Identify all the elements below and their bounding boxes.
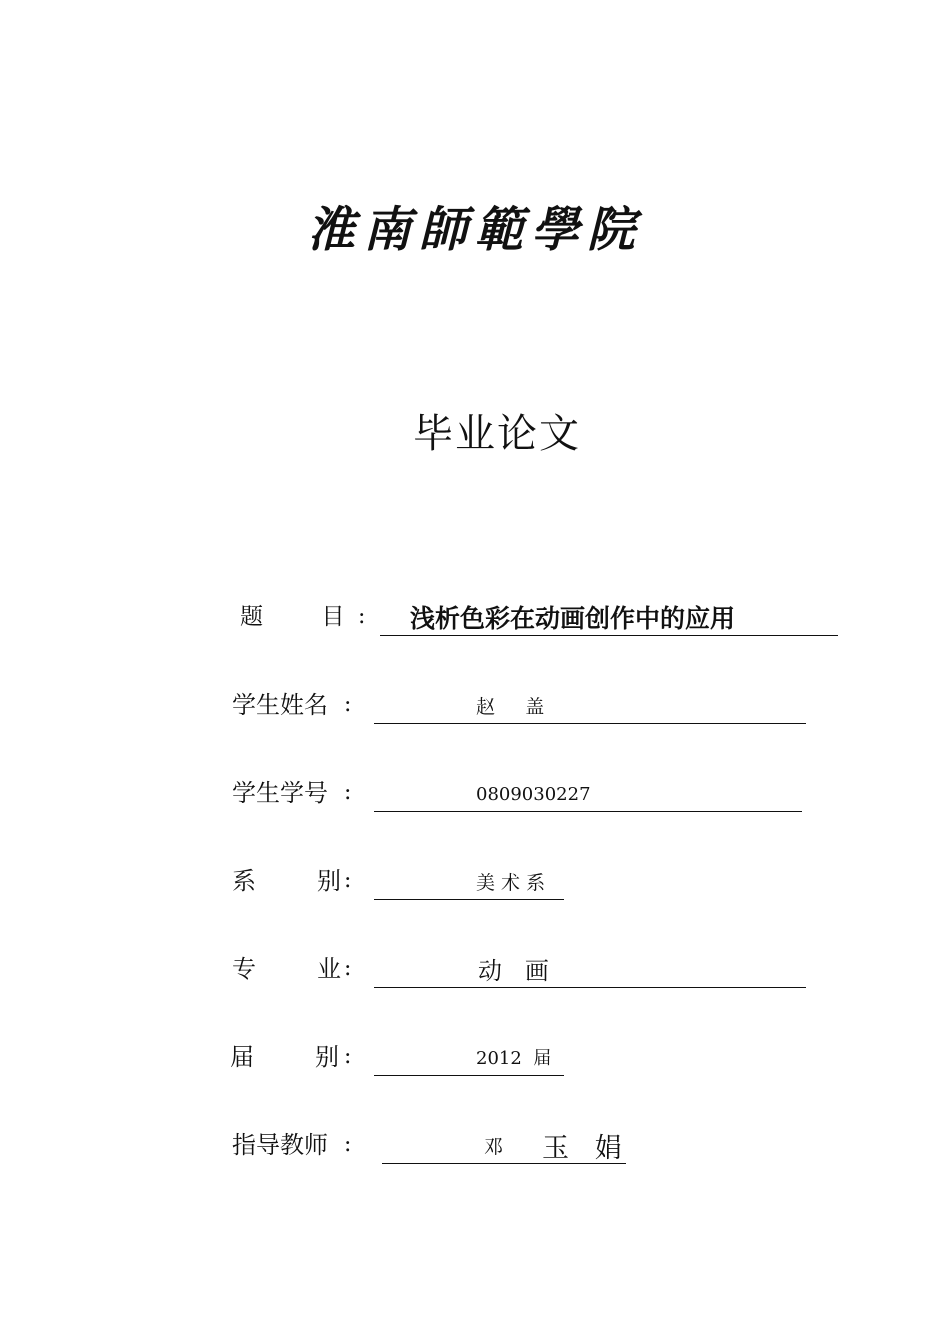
field-colon: :	[344, 868, 352, 893]
field-major	[232, 948, 812, 988]
field-advisor	[232, 1124, 812, 1164]
field-label: 指导教师	[232, 1131, 328, 1159]
field-value: 赵 盖	[476, 696, 545, 718]
field-underline	[374, 949, 806, 988]
field-value: 邓	[484, 1136, 504, 1158]
field-student-id	[232, 772, 812, 812]
field-label: 专 业	[232, 955, 342, 983]
field-value: 玉 娟	[542, 1133, 622, 1164]
field-value: 2012 届	[476, 1048, 552, 1069]
field-colon: :	[344, 780, 352, 805]
field-label: 学生姓名	[232, 691, 328, 719]
field-value: 美 术 系	[476, 872, 546, 894]
field-label: 系 别	[232, 867, 342, 895]
field-colon: :	[344, 1132, 352, 1157]
field-colon: :	[344, 692, 352, 717]
school-name: 淮南師範學院	[306, 202, 643, 258]
field-colon: :	[344, 1044, 352, 1069]
field-underline	[374, 685, 806, 724]
field-value: 动 画	[478, 957, 549, 985]
field-colon: :	[358, 604, 366, 629]
field-label: 届 别	[230, 1043, 340, 1071]
field-value: 0809030227	[476, 784, 591, 805]
field-label: 学生学号	[232, 779, 328, 807]
field-student-name	[232, 684, 812, 724]
field-value: 浅析色彩在动画创作中的应用	[410, 604, 736, 633]
document-type: 毕业论文	[413, 411, 581, 457]
field-class-year	[230, 1036, 810, 1076]
field-department	[232, 860, 812, 900]
field-label: 题 目	[240, 604, 345, 630]
field-colon: :	[344, 956, 352, 981]
field-title	[240, 596, 840, 636]
